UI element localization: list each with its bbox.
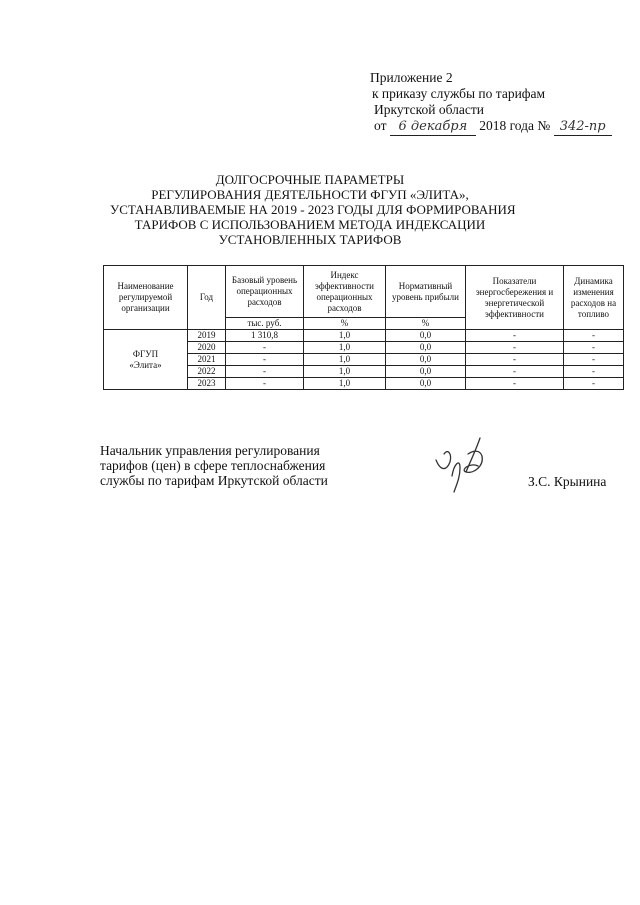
handwritten-date: 6 декабря — [390, 119, 476, 136]
cell-year: 2023 — [188, 378, 226, 390]
position-line: Начальник управления регулирования — [100, 443, 320, 458]
handwritten-number: 342-пр — [554, 119, 612, 136]
appendix-block — [370, 70, 612, 136]
cell-fuel: - — [564, 342, 624, 354]
cell-energy: - — [466, 330, 564, 342]
header-year: Год — [188, 266, 226, 330]
header-index: Индекс эффективности операционных расходов — [304, 266, 386, 318]
cell-fuel: - — [564, 354, 624, 366]
unit-index: % — [304, 318, 386, 330]
cell-profit: 0,0 — [386, 330, 466, 342]
cell-profit: 0,0 — [386, 354, 466, 366]
cell-index: 1,0 — [304, 378, 386, 390]
cell-profit: 0,0 — [386, 342, 466, 354]
cell-energy: - — [466, 342, 564, 354]
handwritten-signature — [430, 432, 500, 496]
cell-energy: - — [466, 354, 564, 366]
document-title — [110, 172, 516, 247]
header-energy: Показатели энергосбережения и энергетической эффективности — [466, 266, 564, 330]
cell-index: 1,0 — [304, 354, 386, 366]
cell-index: 1,0 — [304, 366, 386, 378]
cell-energy: - — [466, 378, 564, 390]
title-line: УСТАНАВЛИВАЕМЫЕ НА 2019 - 2023 ГОДЫ ДЛЯ ФОРМИРОВАНИЯ — [110, 202, 516, 217]
cell-year: 2020 — [188, 342, 226, 354]
parameters-table — [103, 265, 624, 390]
signatory-position — [100, 443, 328, 488]
appendix-line-3: Иркутской области — [374, 102, 485, 117]
cell-energy: - — [466, 366, 564, 378]
appendix-line-1: Приложение 2 — [370, 70, 453, 85]
title-line: РЕГУЛИРОВАНИЯ ДЕЯТЕЛЬНОСТИ ФГУП «ЭЛИТА», — [151, 187, 469, 202]
cell-index: 1,0 — [304, 330, 386, 342]
org-name-cell — [104, 330, 188, 390]
cell-base: 1 310,8 — [226, 330, 304, 342]
cell-base: - — [226, 354, 304, 366]
cell-base: - — [226, 378, 304, 390]
org-name-line: ФГУП — [132, 348, 159, 359]
cell-year: 2019 — [188, 330, 226, 342]
cell-year: 2021 — [188, 354, 226, 366]
header-org: Наименование регулируемой организации — [104, 266, 188, 330]
cell-profit: 0,0 — [386, 378, 466, 390]
unit-profit: % — [386, 318, 466, 330]
position-line: тарифов (цен) в сфере теплоснабжения — [100, 458, 326, 473]
year-text: 2018 года № — [479, 118, 551, 133]
cell-fuel: - — [564, 366, 624, 378]
cell-year: 2022 — [188, 366, 226, 378]
appendix-date-line — [374, 118, 612, 136]
unit-base: тыс. руб. — [226, 318, 304, 330]
header-profit: Нормативный уровень прибыли — [386, 266, 466, 318]
cell-base: - — [226, 342, 304, 354]
title-line: ТАРИФОВ С ИСПОЛЬЗОВАНИЕМ МЕТОДА ИНДЕКСАЦИИ — [134, 217, 486, 232]
position-line: службы по тарифам Иркутской области — [100, 473, 328, 488]
cell-base: - — [226, 366, 304, 378]
cell-fuel: - — [564, 330, 624, 342]
cell-profit: 0,0 — [386, 366, 466, 378]
title-line: ДОЛГОСРОЧНЫЕ ПАРАМЕТРЫ — [215, 172, 405, 187]
table-row — [104, 330, 624, 342]
header-fuel: Динамика изменения расходов на топливо — [564, 266, 624, 330]
appendix-line-2: к приказу службы по тарифам — [372, 86, 546, 101]
signatory-name: З.С. Крынина — [528, 474, 607, 489]
title-line: УСТАНОВЛЕННЫХ ТАРИФОВ — [218, 232, 402, 247]
org-name-line: «Элита» — [129, 359, 162, 370]
cell-fuel: - — [564, 378, 624, 390]
header-base: Базовый уровень операционных расходов — [226, 266, 304, 318]
cell-index: 1,0 — [304, 342, 386, 354]
from-label: от — [374, 118, 387, 133]
